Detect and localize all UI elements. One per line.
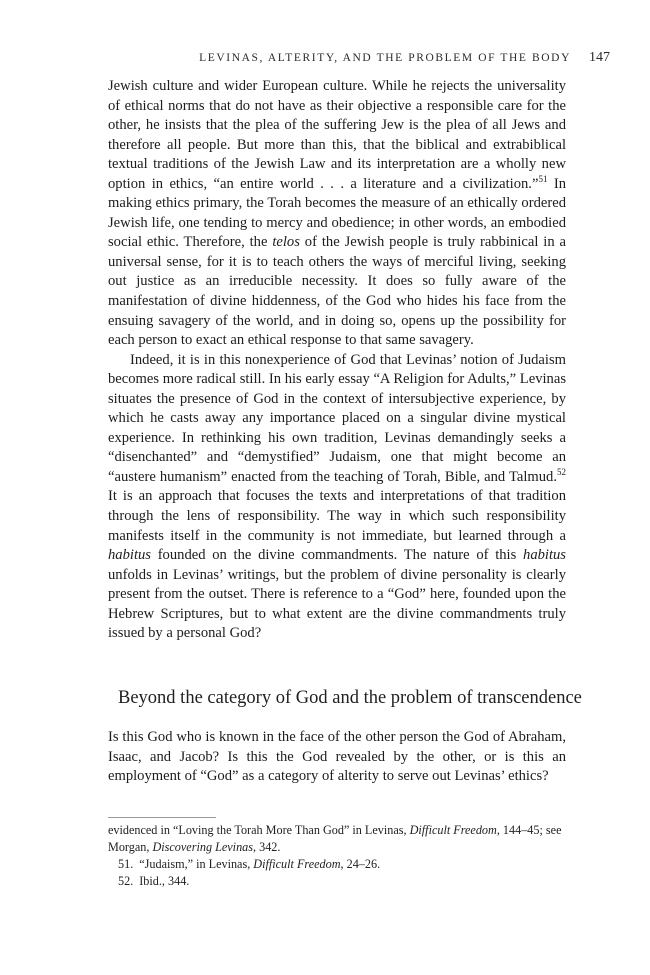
footnote-ref-51: 51 (538, 173, 548, 184)
footnote-continued-title-2: Discovering Levinas (152, 840, 253, 854)
section-heading: Beyond the category of God and the problem of transcendence (118, 688, 582, 708)
paragraph-3: Is this God who is known in the face of the other person the God of Abraham, Isaac, and Jacob? Is this the God revealed by the other, or is this an employment of “God” as a category of alterity to serve out Levinas’ ethics? (108, 729, 566, 785)
italic-habitus-2: habitus (523, 547, 566, 564)
footnote-52-number: 52. (118, 874, 134, 888)
paragraph-2-text-d: unfolds in Levinas’ writings, but the problem of divine personality is clearly present from the outset. There is reference to a “God” here, founded upon the Hebrew Scriptures, but to what extent are the divine commandments truly issued by a personal God? (108, 566, 566, 642)
footnote-51-title: Difficult Freedom (253, 857, 341, 871)
footnote-51-text-b: , 24–26. (340, 857, 381, 871)
paragraph-1-text-c: of the Jewish people is truly rabbinical in a universal sense, for it is to teach others the ways of merciful living, seeking out justice as an irreducible necessity. It does so fully aware of the manifestation of divine hiddenness, of the God who hides his face from the ensuing savagery of the world, and in doing so, opens up the possibility for each person to exact an ethical response to that same savagery. (108, 234, 566, 349)
paragraph-2-text-b: It is an approach that focuses the texts and interpretations of that tradition through the lens of responsibility. The way in which such responsibility manifests itself in the community is not immediate, but learned through a (108, 488, 566, 544)
footnote-continued (108, 822, 566, 856)
paragraph-1-text-b: In making ethics primary, the Torah becomes the measure of an ethically ordered Jewish life, one tending to mercy and obedience; in other words, an embodied social ethic. Therefore, the (108, 175, 566, 251)
paragraph-1-text-a: Jewish culture and wider European culture. While he rejects the universality of ethical norms that do not have as their objective a responsible care for the other, he insists that the plea of the suffering Jew is the plea of all Jews and therefore all people. But more than this, that the biblical and extrabiblical textual traditions of the Jewish Law and its interpretation are a wholly new option in ethics, “an entire world . . . a literature and a civilization.” (108, 78, 566, 192)
footnote-continued-text-b: , 144–45; see Morgan, (108, 823, 562, 854)
footnote-continued-text-a: evidenced in “Loving the Torah More Than God” in Levinas, (108, 823, 410, 837)
running-head-title: LEVINAS, ALTERITY, AND THE PROBLEM OF THE BODY (199, 52, 571, 64)
footnote-continued-title-1: Difficult Freedom (409, 823, 497, 837)
main-text-continued (108, 728, 566, 787)
footnote-51-text-a: “Judaism,” in Levinas, (139, 857, 254, 871)
footnote-ref-52: 52 (557, 466, 566, 477)
footnote-rule (108, 817, 216, 818)
italic-habitus-1: habitus (108, 547, 151, 564)
footnotes (108, 822, 566, 890)
main-text (108, 77, 566, 644)
footnote-continued-text-c: , 342. (253, 840, 281, 854)
running-head (199, 50, 610, 66)
footnote-52-text: Ibid., 344. (139, 874, 190, 888)
paragraph-2-text-c: founded on the divine commandments. The nature of this (150, 547, 524, 564)
footnote-51-number: 51. (118, 857, 134, 871)
paragraph-2-text-a: Indeed, it is in this nonexperience of God that Levinas’ notion of Judaism becomes more radical still. In his early essay “A Religion for Adults,” Levinas situates the presence of God in the context of intersubjective experience, by which he casts away any importance placed on a singular divine mystical experience. In rethinking his own tradition, Levinas demandingly seeks a “disenchanted” and “demystified” Judaism, one that might become an “austere humanism” enacted from the teaching of Torah, Bible, and Talmud. (108, 351, 566, 485)
footnote-52 (108, 873, 566, 890)
page-number: 147 (589, 50, 610, 65)
paragraph-2 (108, 351, 566, 644)
paragraph-1 (108, 77, 566, 351)
footnote-51 (108, 856, 566, 873)
italic-telos: telos (272, 234, 300, 251)
